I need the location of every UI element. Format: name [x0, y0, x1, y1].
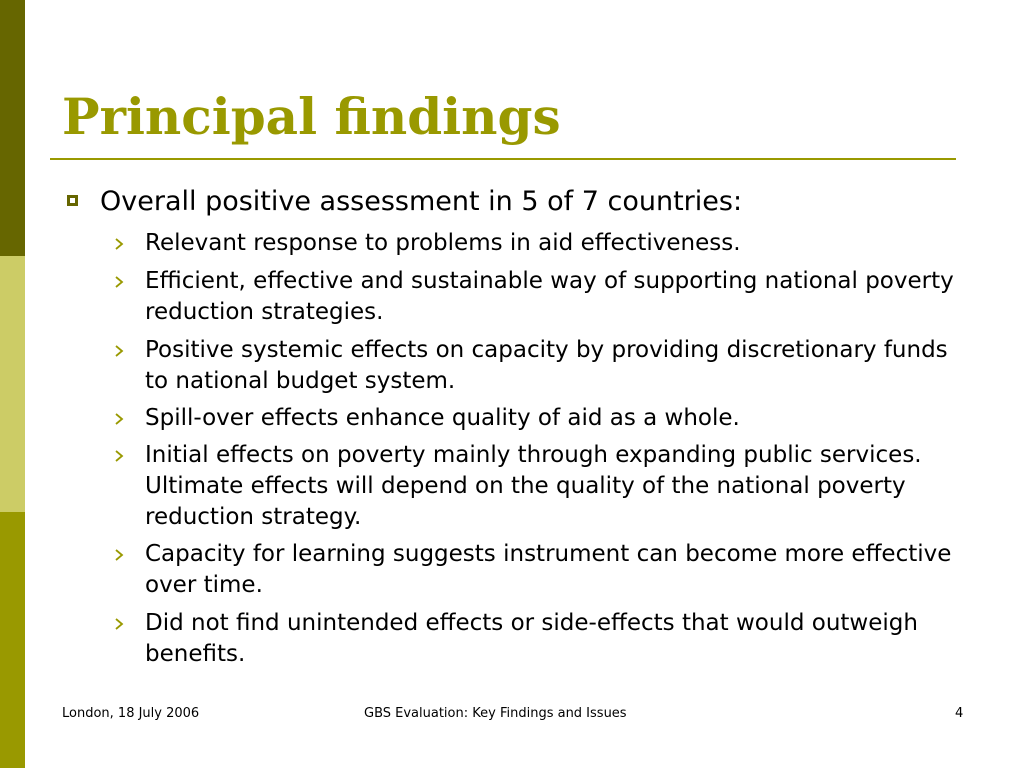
left-accent-bar-middle: [0, 256, 25, 512]
level2-bullet-text: Efficient, effective and sustainable way of supporting national poverty reduction strategies.: [145, 268, 954, 325]
slide-title: Principal findings: [62, 87, 561, 146]
chevron-right-icon: [112, 236, 126, 252]
level2-bullet-text: Capacity for learning suggests instrument can become more effective over time.: [145, 541, 952, 598]
left-accent-bar-top: [0, 0, 25, 256]
level2-bullet-text: Spill-over effects enhance quality of aid as a whole.: [145, 405, 740, 431]
level2-bullet-text: Initial effects on poverty mainly through expanding public services. Ultimate effects will depend on the quality of the national poverty reduction strategy.: [145, 442, 922, 530]
level2-bullet-text: Relevant response to problems in aid effectiveness.: [145, 230, 741, 256]
chevron-right-icon: [112, 616, 126, 632]
chevron-right-icon: [112, 274, 126, 290]
level2-bullet-text: Positive systemic effects on capacity by providing discretionary funds to national budget system.: [145, 337, 948, 394]
title-divider: [50, 158, 956, 160]
footer-presentation-title: GBS Evaluation: Key Findings and Issues: [364, 706, 627, 721]
footer-location-date: London, 18 July 2006: [62, 706, 200, 721]
hollow-square-icon: [67, 195, 78, 206]
level1-bullet-text: Overall positive assessment in 5 of 7 countries:: [100, 186, 743, 217]
chevron-right-icon: [112, 343, 126, 359]
footer-page-number: 4: [955, 706, 964, 721]
chevron-right-icon: [112, 411, 126, 427]
chevron-right-icon: [112, 448, 126, 464]
level2-bullet-text: Did not find unintended effects or side-effects that would outweigh benefits.: [145, 610, 918, 667]
left-accent-bar-bottom: [0, 512, 25, 768]
chevron-right-icon: [112, 547, 126, 563]
